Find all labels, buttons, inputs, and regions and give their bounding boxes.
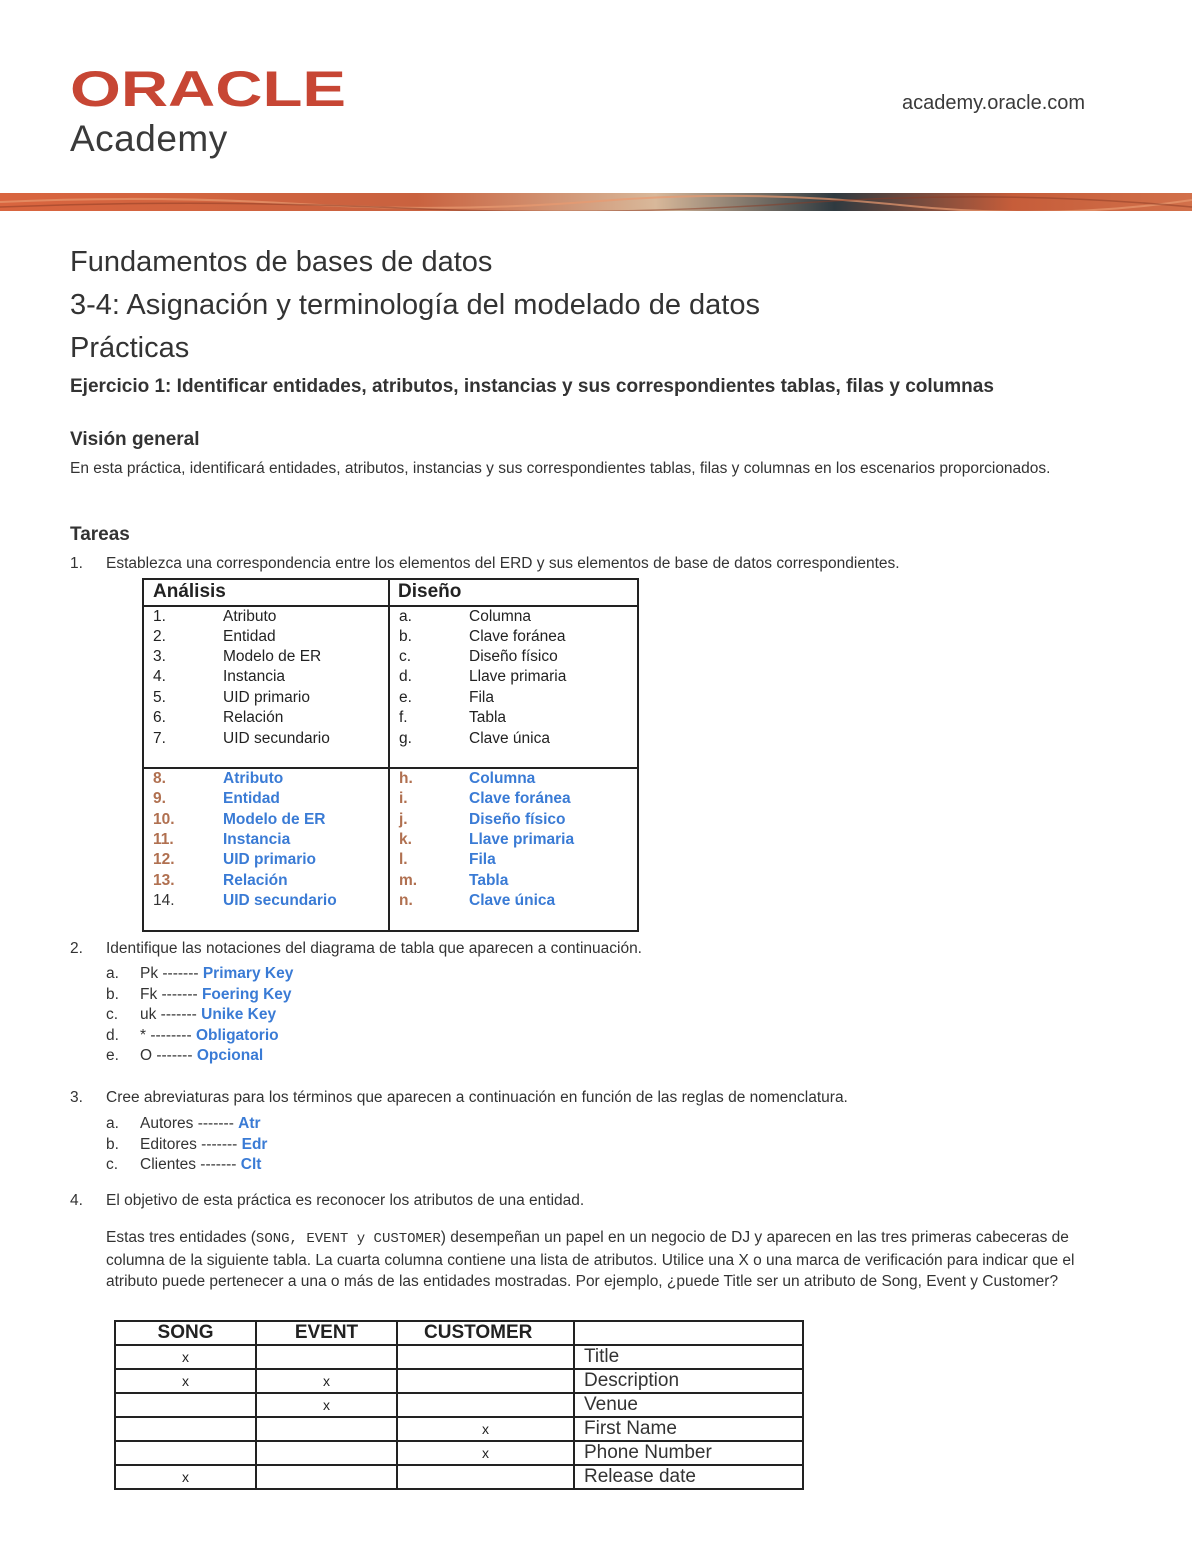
entity-names: SONG, EVENT y CUSTOMER bbox=[255, 1231, 441, 1247]
attribute-cell: Venue bbox=[574, 1393, 803, 1417]
customer-cell[interactable]: x bbox=[397, 1441, 574, 1465]
customer-cell[interactable] bbox=[397, 1345, 574, 1369]
event-cell[interactable] bbox=[256, 1345, 397, 1369]
answer-text: Primary Key bbox=[202, 965, 294, 982]
attribute-cell: First Name bbox=[574, 1417, 803, 1441]
oracle-logo bbox=[70, 64, 346, 112]
table-row bbox=[115, 1465, 803, 1489]
column-header-event: EVENT bbox=[256, 1321, 397, 1345]
attribute-cell: Title bbox=[574, 1345, 803, 1369]
customer-cell[interactable] bbox=[397, 1465, 574, 1489]
matching-table: Análisis Diseño 1. Atributo 2. Entidad 3. Modelo de ER 4. Instancia 5. UID primario 6. Relación 7. UID secundario a. Columna b. Clave foránea c. Diseño físico d. Llave primaria e. Fila f. Tabla g. Clave única 8. Atributo 9. Entidad 10. Modelo de ER 11. Instancia 12. UID primario 13. Relación 14. UID secundario h. Columna i. Clave foránea j. Diseño físico k. Llave primaria l. Fila m. Tabla n. Clave única bbox=[142, 578, 639, 932]
event-cell[interactable]: x bbox=[256, 1393, 397, 1417]
task-text: Cree abreviaturas para los términos que aparecen a continuación en función de las reglas de nomenclatura. bbox=[106, 1089, 848, 1106]
event-cell[interactable] bbox=[256, 1465, 397, 1489]
answer-text: Opcional bbox=[196, 1047, 264, 1064]
answer-text: Obligatorio bbox=[195, 1027, 279, 1044]
entity-attribute-table bbox=[114, 1320, 804, 1490]
academy-wordmark: Academy bbox=[70, 118, 228, 159]
exercise-title: Ejercicio 1: Identificar entidades, atributos, instancias y sus correspondientes tablas, filas y columnas bbox=[70, 376, 994, 397]
customer-cell[interactable] bbox=[397, 1369, 574, 1393]
course-title: Fundamentos de bases de datos bbox=[70, 246, 493, 278]
customer-cell[interactable]: x bbox=[397, 1417, 574, 1441]
overview-text: En esta práctica, identificará entidades, atributos, instancias y sus correspondientes tablas, filas y columnas en los escenarios proporcionados. bbox=[70, 460, 1051, 477]
customer-cell[interactable] bbox=[397, 1393, 574, 1417]
tasks-heading: Tareas bbox=[70, 524, 130, 545]
table-row bbox=[115, 1369, 803, 1393]
table-divider bbox=[144, 605, 637, 607]
column-header-customer: CUSTOMER bbox=[397, 1321, 574, 1345]
table-row bbox=[115, 1345, 803, 1369]
table-row bbox=[115, 1417, 803, 1441]
practice-title: Prácticas bbox=[70, 332, 190, 364]
song-cell[interactable]: x bbox=[115, 1369, 256, 1393]
answer-text: Clt bbox=[240, 1156, 262, 1173]
table-row bbox=[115, 1441, 803, 1465]
lesson-title: 3-4: Asignación y terminología del modelado de datos bbox=[70, 289, 760, 321]
song-cell[interactable] bbox=[115, 1393, 256, 1417]
column-header-song: SONG bbox=[115, 1321, 256, 1345]
answer-text: Unike Key bbox=[201, 1006, 277, 1023]
task-number: 4. bbox=[70, 1192, 83, 1209]
site-url[interactable]: academy.oracle.com bbox=[902, 92, 1086, 114]
column-header-analysis: Análisis bbox=[153, 581, 226, 602]
event-cell[interactable] bbox=[256, 1441, 397, 1465]
attribute-cell: Description bbox=[574, 1369, 803, 1393]
column-header-design: Diseño bbox=[398, 581, 462, 602]
song-cell[interactable] bbox=[115, 1441, 256, 1465]
song-cell[interactable]: x bbox=[115, 1465, 256, 1489]
song-cell[interactable] bbox=[115, 1417, 256, 1441]
event-cell[interactable]: x bbox=[256, 1369, 397, 1393]
attribute-cell: Release date bbox=[574, 1465, 803, 1489]
table-header-row bbox=[115, 1321, 803, 1345]
table-row bbox=[115, 1393, 803, 1417]
svg-text:ORACLE: ORACLE bbox=[70, 64, 346, 112]
column-header-attribute bbox=[574, 1321, 803, 1345]
table-divider bbox=[144, 767, 637, 769]
task-text: Establezca una correspondencia entre los elementos del ERD y sus elementos de base de datos correspondientes. bbox=[106, 555, 900, 572]
song-cell[interactable]: x bbox=[115, 1345, 256, 1369]
task-4-paragraph: Estas tres entidades (SONG, EVENT y CUSTOMER) desempeñan un papel en un negocio de DJ y aparecen en las tres primeras cabeceras de columna de la siguiente tabla. La cuarta columna contiene una lista de atributos. Utilice una X o una marca de verificación para indicar que el atributo puede pertenecer a una o más de las entidades mostradas. Por ejemplo, ¿puede Title ser un atributo de Song, Event y Customer? bbox=[106, 1229, 1075, 1290]
task-text: El objetivo de esta práctica es reconocer los atributos de una entidad. bbox=[106, 1192, 585, 1209]
answer-text: Atr bbox=[238, 1115, 261, 1132]
table-divider bbox=[388, 580, 390, 930]
answer-text: Edr bbox=[241, 1136, 268, 1153]
answer-text: Foering Key bbox=[201, 986, 292, 1003]
task-number: 3. bbox=[70, 1089, 83, 1106]
attribute-cell: Phone Number bbox=[574, 1441, 803, 1465]
header-banner bbox=[0, 193, 1192, 211]
task-number: 2. bbox=[70, 940, 83, 957]
task-number: 1. bbox=[70, 555, 83, 572]
task-text: Identifique las notaciones del diagrama de tabla que aparecen a continuación. bbox=[106, 940, 642, 957]
overview-heading: Visión general bbox=[70, 429, 200, 450]
event-cell[interactable] bbox=[256, 1417, 397, 1441]
